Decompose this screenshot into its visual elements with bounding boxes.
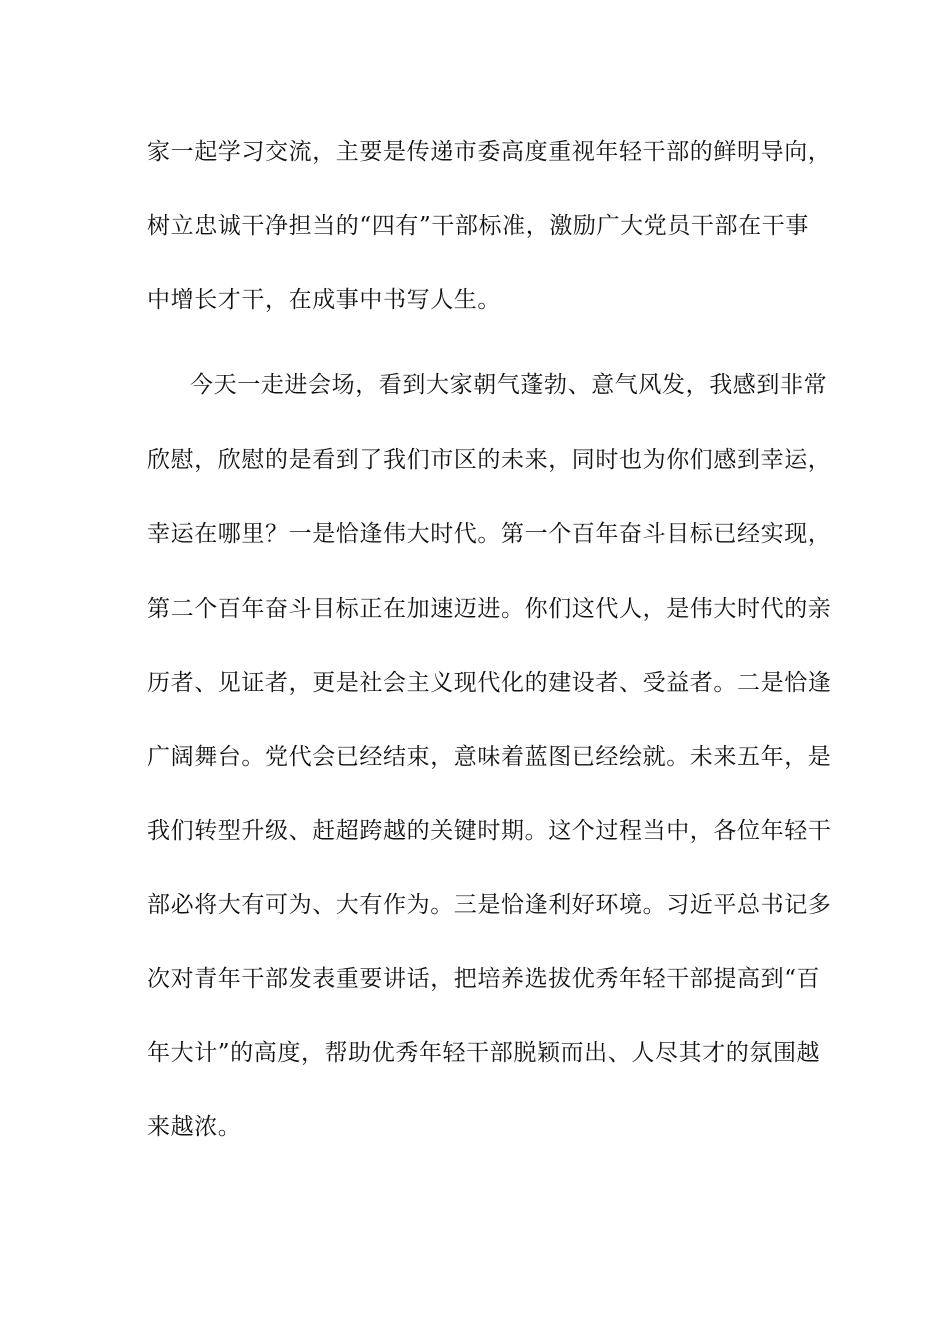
text-line-5: 欣慰，欣慰的是看到了我们市区的未来，同时也为你们感到幸运， bbox=[147, 447, 832, 473]
text-line-10: 我们转型升级、赶超跨越的关键时期。这个过程当中，各位年轻干 bbox=[147, 818, 832, 844]
text-line-6: 幸运在哪里？一是恰逢伟大时代。第一个百年奋斗目标已经实现， bbox=[147, 521, 832, 547]
text-line-4: 今天一走进会场，看到大家朝气蓬勃、意气风发，我感到非常 bbox=[190, 372, 828, 398]
text-line-14: 来越浓。 bbox=[147, 1114, 242, 1140]
text-line-11: 部必将大有可为、大有作为。三是恰逢利好环境。习近平总书记多 bbox=[147, 892, 832, 918]
text-line-8: 历者、见证者，更是社会主义现代化的建设者、受益者。二是恰逢 bbox=[147, 670, 832, 696]
text-line-3: 中增长才干，在成事中书写人生。 bbox=[147, 287, 501, 313]
text-line-13: 年大计”的高度，帮助优秀年轻干部脱颖而出、人尽其才的氛围越 bbox=[147, 1040, 821, 1066]
text-line-9: 广阔舞台。党代会已经结束，意味着蓝图已经绘就。未来五年，是 bbox=[147, 744, 832, 770]
text-line-12: 次对青年干部发表重要讲话，把培养选拔优秀年轻干部提高到“百 bbox=[147, 966, 821, 992]
text-line-2: 树立忠诚干净担当的“四有”干部标准，激励广大党员干部在干事 bbox=[147, 213, 809, 239]
text-line-7: 第二个百年奋斗目标正在加速迈进。你们这代人，是伟大时代的亲 bbox=[147, 596, 832, 622]
text-line-1: 家一起学习交流，主要是传递市委高度重视年轻干部的鲜明导向， bbox=[147, 139, 832, 165]
